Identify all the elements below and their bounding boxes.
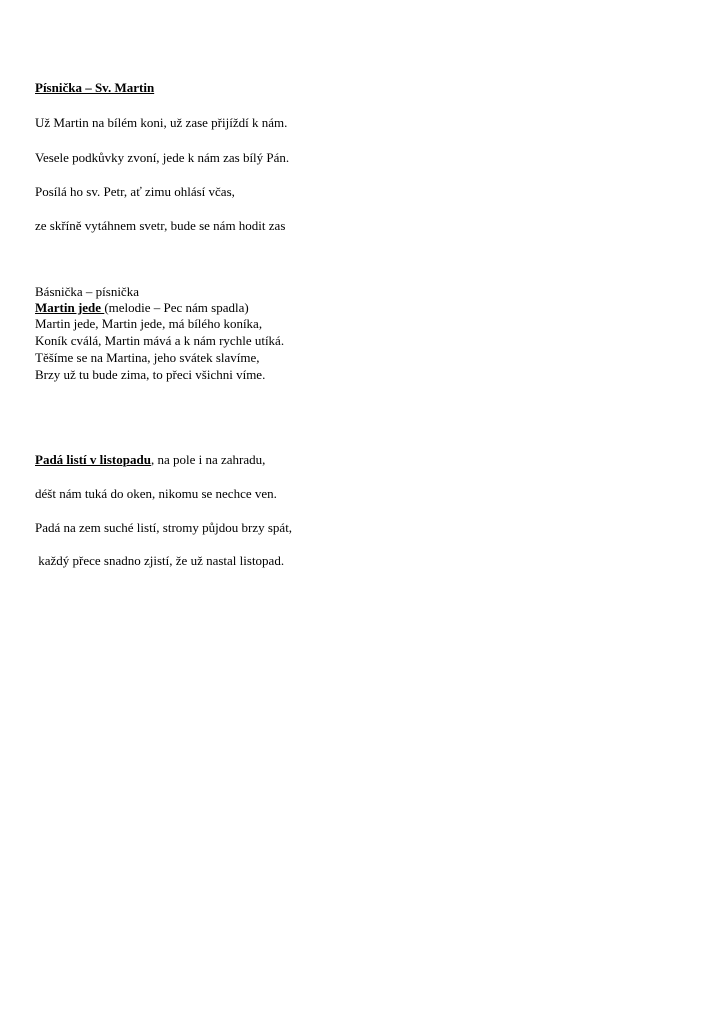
song2-title-rest: , na pole i na zahradu, bbox=[150, 452, 266, 467]
song2-title: Padá listí v listopadu bbox=[35, 452, 151, 467]
song1-line-4: ze skříně vytáhnem svetr, bude se nám hodit zas bbox=[35, 218, 286, 233]
poem-line-1: Martin jede, Martin jede, má bílého koníka, bbox=[35, 316, 263, 331]
song1-line-2: Vesele podkůvky zvoní, jede k nám zas bílý Pán. bbox=[35, 150, 290, 165]
song2-title-line bbox=[35, 452, 265, 468]
poem-heading: Básnička – písnička bbox=[35, 284, 139, 299]
poem-title-line bbox=[35, 300, 249, 316]
song1-title: Písnička – Sv. Martin bbox=[35, 80, 155, 95]
poem-line-4: Brzy už tu bude zima, to přeci všichni víme. bbox=[35, 367, 266, 382]
song2-line-3: každý přece snadno zjistí, že už nastal listopad. bbox=[35, 553, 285, 568]
poem-line-2: Koník cválá, Martin mává a k nám rychle utíká. bbox=[35, 333, 285, 348]
poem-line-3: Těšíme se na Martina, jeho svátek slavíme, bbox=[35, 350, 260, 365]
song2-line-1: déšt nám tuká do oken, nikomu se nechce ven. bbox=[35, 486, 277, 501]
song1-line-1: Už Martin na bílém koni, už zase přijíždí k nám. bbox=[35, 115, 288, 130]
song1-line-3: Posílá ho sv. Petr, ať zimu ohlásí včas, bbox=[35, 184, 235, 199]
poem-title-note: (melodie – Pec nám spadla) bbox=[104, 300, 249, 315]
song2-line-2: Padá na zem suché listí, stromy půjdou brzy spát, bbox=[35, 520, 293, 535]
poem-title: Martin jede bbox=[35, 300, 105, 315]
